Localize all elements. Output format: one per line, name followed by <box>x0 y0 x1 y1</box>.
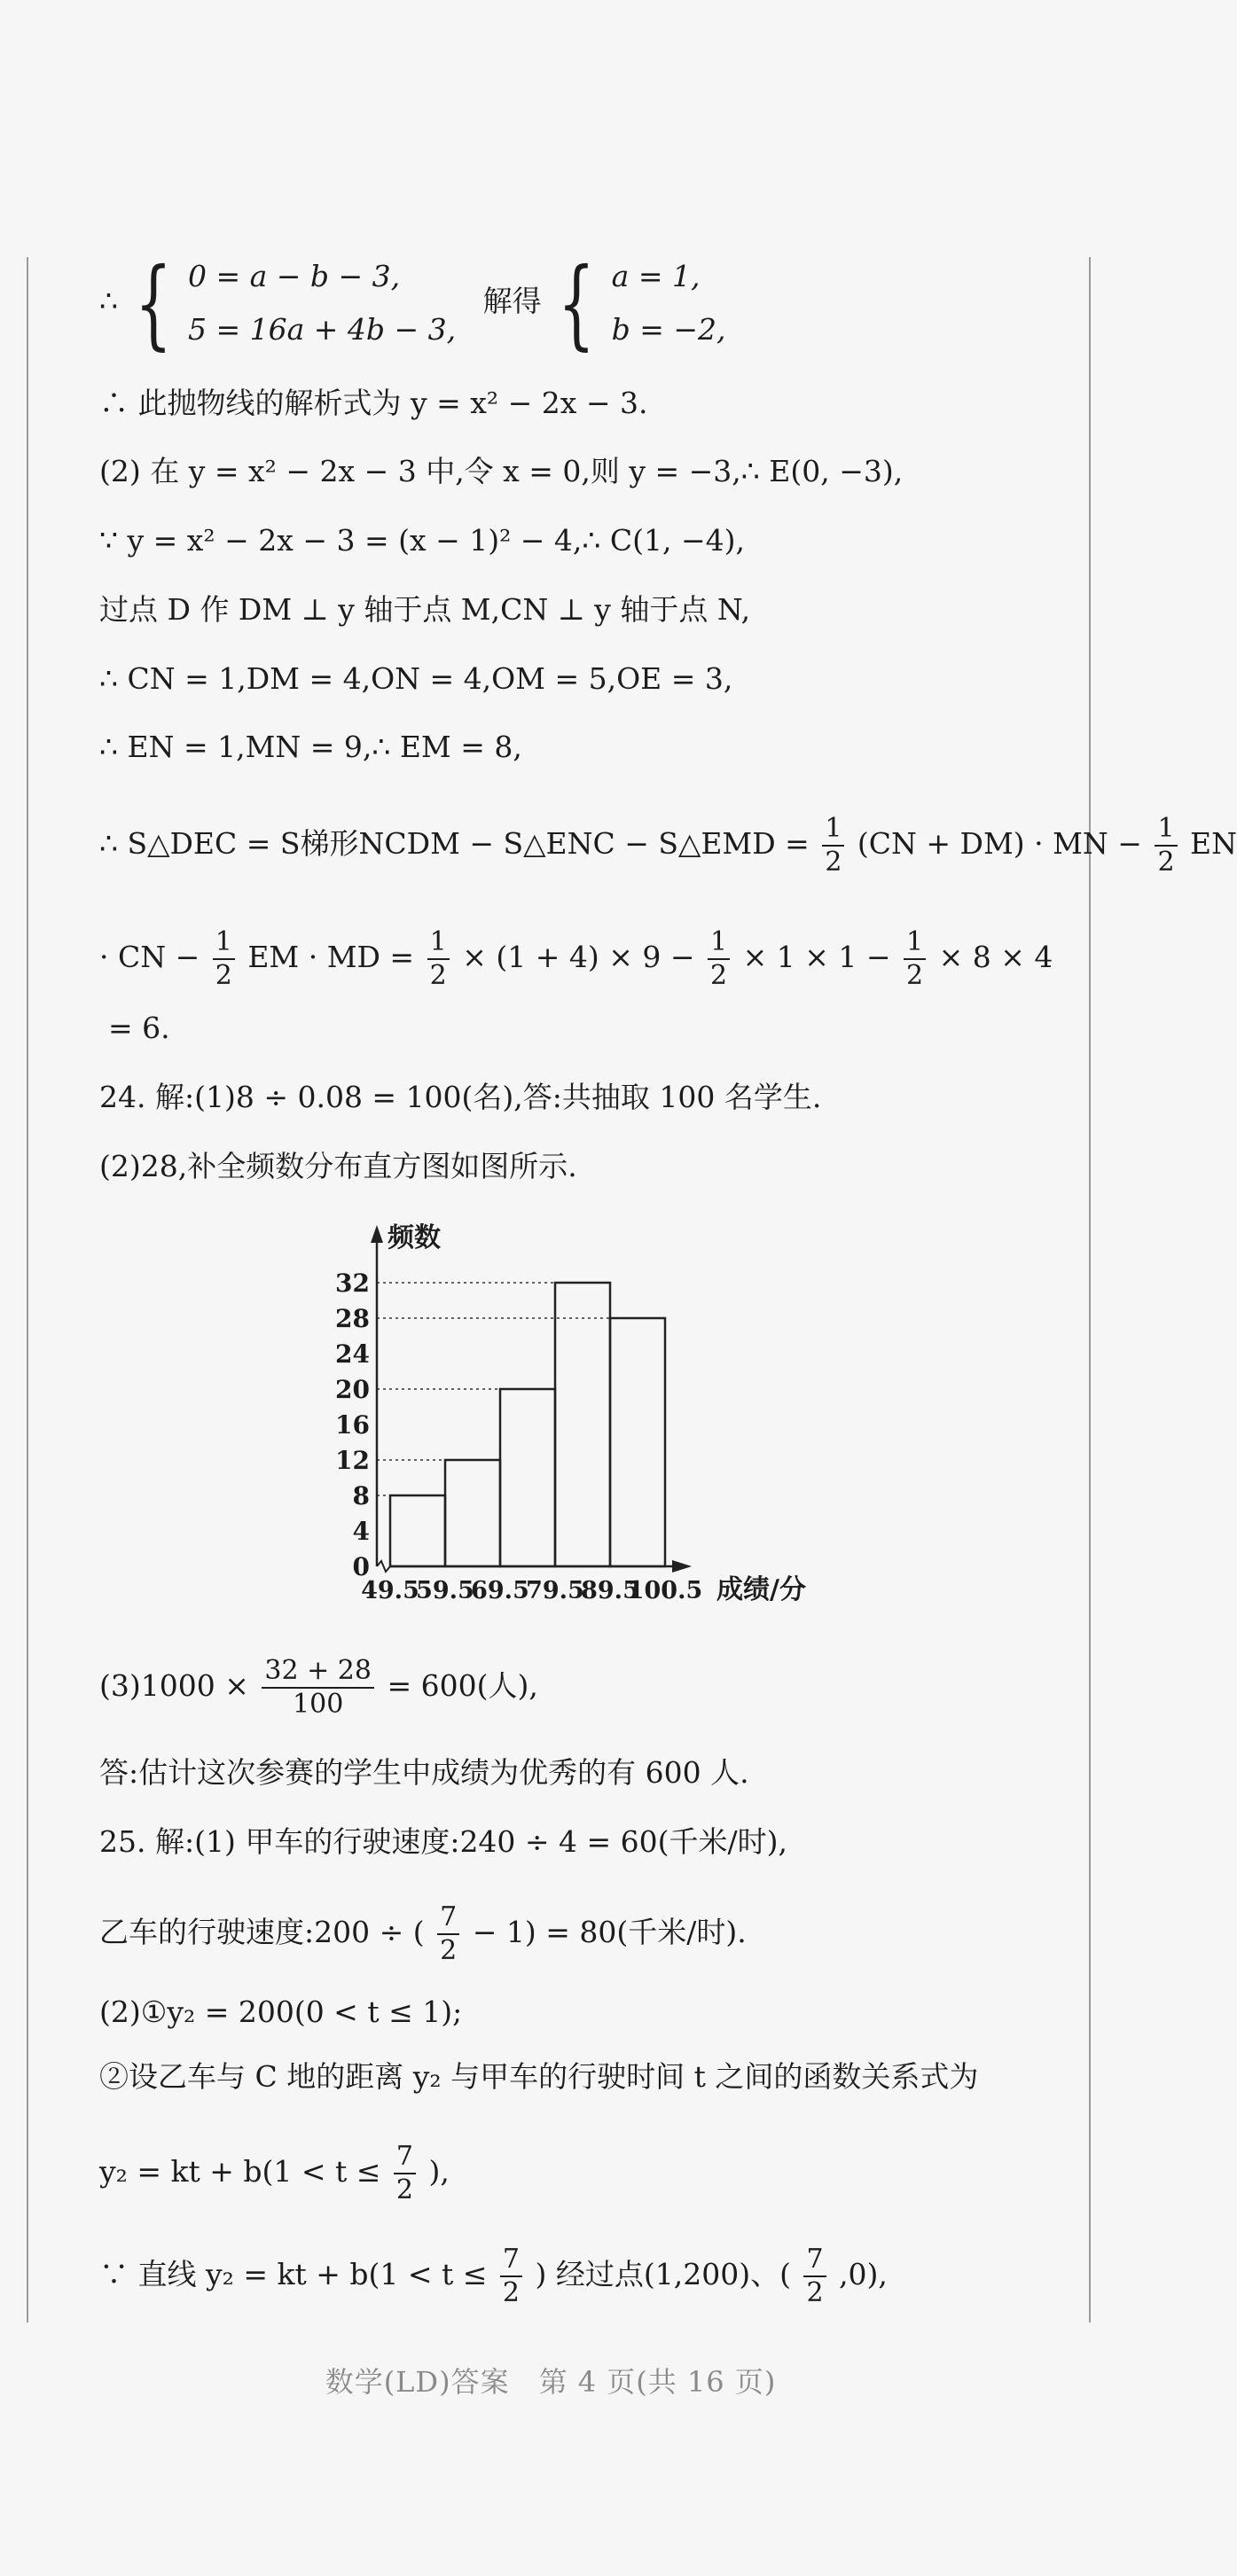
perpendicular-line: 过点 D 作 DM ⊥ y 轴于点 M,CN ⊥ y 轴于点 N, <box>99 592 751 627</box>
car-b-speed-suffix: − 1) = 80(千米/时). <box>472 1915 747 1949</box>
fraction-denominator: 100 <box>293 1689 344 1720</box>
fraction-numerator: 7 <box>500 2244 522 2277</box>
histogram-bar <box>610 1318 665 1566</box>
fraction-numerator: 1 <box>904 926 926 960</box>
histogram-bar <box>555 1283 610 1566</box>
fraction-seven-halves <box>500 2244 522 2309</box>
q25-part1-line: 25. 解:(1) 甲车的行驶速度:240 ÷ 4 = 60(千米/时), <box>99 1824 788 1859</box>
linear-function-line <box>99 2136 450 2207</box>
line-through-points-part-3: ,0), <box>839 2257 888 2291</box>
equation-1: 0 = a − b − 3, <box>188 259 401 293</box>
fraction-numerator: 1 <box>822 813 844 847</box>
area-continuation-part-5: × 8 × 4 <box>938 940 1053 974</box>
x-tick-label: 59.5 <box>416 1577 474 1604</box>
fraction-numerator: 32 + 28 <box>262 1655 374 1689</box>
equation-2: 5 = 16a + 4b − 3, <box>188 312 457 347</box>
point-c-line: ∵ y = x² − 2x − 3 = (x − 1)² − 4,∴ C(1, −4), <box>99 523 746 558</box>
equation-system <box>188 250 456 356</box>
left-border-line <box>27 257 28 2322</box>
x-axis-arrow <box>672 1560 692 1573</box>
fraction-seven-halves <box>437 1901 459 1967</box>
area-formula-continuation <box>99 922 1053 993</box>
left-brace-2: { <box>558 246 596 360</box>
x-tick-label: 89.5 <box>581 1577 639 1604</box>
q24-part2-line: (2)28,补全频数分布直方图如图所示. <box>99 1149 577 1183</box>
area-continuation-part-1: · CN − <box>99 940 200 974</box>
point-e-line: (2) 在 y = x² − 2x − 3 中,令 x = 0,则 y = −3,∴ E(0, −3), <box>99 454 904 488</box>
x-tick-label: 100.5 <box>627 1577 703 1604</box>
y-axis-label: 频数 <box>388 1222 441 1253</box>
y-tick-label: 32 <box>335 1268 370 1298</box>
y-tick-label: 4 <box>352 1517 370 1546</box>
solution-system <box>612 250 726 356</box>
fraction-numerator: 1 <box>708 926 730 960</box>
parabola-expression-line: ∴ 此抛物线的解析式为 y = x² − 2x − 3. <box>99 386 648 420</box>
histogram-bar <box>500 1389 555 1566</box>
y-tick-label: 16 <box>335 1410 370 1440</box>
fraction-denominator: 2 <box>395 2174 414 2205</box>
fraction-numerator: 1 <box>213 926 235 960</box>
q24-part3-line <box>99 1651 538 1721</box>
x-tick-label: 69.5 <box>471 1577 529 1604</box>
area-formula-part-2: (CN + DM) · MN − <box>857 826 1142 861</box>
frequency-histogram <box>301 1216 851 1624</box>
linear-function-suffix: ), <box>428 2154 450 2189</box>
area-continuation-part-4: × 1 × 1 − <box>742 940 891 974</box>
area-formula-part-1: ∴ S△DEC = S梯形NCDM − S△ENC − S△EMD = <box>99 826 810 861</box>
line-through-points-part-1: ∵ 直线 y₂ = kt + b(1 < t ≤ <box>99 2257 488 2291</box>
fraction-denominator: 2 <box>502 2277 520 2308</box>
histogram-bar <box>390 1495 445 1566</box>
line-through-points-part-2: ) 经过点(1,200)、( <box>535 2257 791 2291</box>
fraction-denominator: 2 <box>1157 847 1175 878</box>
page-footer: 数学(LD)答案 第 4 页(共 16 页) <box>325 2365 777 2399</box>
right-border-line <box>1089 257 1091 2322</box>
area-formula-line <box>99 808 1237 879</box>
fraction-excellent-ratio <box>262 1655 374 1721</box>
q24-part1-line: 24. 解:(1)8 ÷ 0.08 = 100(名),答:共抽取 100 名学生. <box>99 1080 822 1114</box>
fraction-half <box>1155 813 1177 878</box>
y-tick-label: 24 <box>335 1339 370 1369</box>
q25-part2-line-1: (2)①y₂ = 200(0 < t ≤ 1); <box>99 1994 463 2029</box>
lengths-line: ∴ CN = 1,DM = 4,ON = 4,OM = 5,OE = 3, <box>99 661 733 696</box>
y-tick-label: 28 <box>335 1304 370 1333</box>
fraction-denominator: 2 <box>709 960 728 991</box>
fraction-denominator: 2 <box>429 960 447 991</box>
fraction-numerator: 7 <box>437 1901 459 1935</box>
fraction-denominator: 2 <box>905 960 924 991</box>
y-axis-arrow <box>371 1225 383 1243</box>
fraction-denominator: 2 <box>440 1935 458 1966</box>
histogram-bar <box>445 1460 500 1566</box>
fraction-denominator: 2 <box>806 2277 824 2308</box>
fraction-half <box>708 926 730 992</box>
fraction-numerator: 1 <box>427 926 450 960</box>
fraction-half <box>213 926 235 992</box>
fraction-half <box>427 926 450 992</box>
solution-2: b = −2, <box>611 312 726 347</box>
fraction-numerator: 1 <box>1155 813 1177 847</box>
equation-system-line <box>99 246 726 360</box>
x-tick-label: 79.5 <box>526 1577 584 1604</box>
therefore-symbol: ∴ <box>99 284 118 318</box>
fraction-numerator: 7 <box>803 2244 826 2277</box>
y-tick-label: 20 <box>335 1375 370 1404</box>
area-result-line: = 6. <box>108 1011 170 1045</box>
left-brace: { <box>134 246 172 360</box>
fraction-half <box>904 926 926 992</box>
car-b-speed-line <box>99 1897 747 1968</box>
fraction-denominator: 2 <box>825 847 842 878</box>
y-tick-label: 8 <box>352 1481 370 1510</box>
line-through-points-line <box>99 2239 888 2310</box>
q24-part3-result: = 600(人), <box>387 1668 538 1703</box>
q24-answer-line: 答:估计这次参赛的学生中成绩为优秀的有 600 人. <box>99 1755 749 1790</box>
area-continuation-part-2: EM · MD = <box>247 940 415 974</box>
lengths-line-2: ∴ EN = 1,MN = 9,∴ EM = 8, <box>99 730 522 764</box>
fraction-denominator: 2 <box>215 960 232 991</box>
q24-part3-prefix: (3)1000 × <box>99 1668 249 1703</box>
car-b-speed-prefix: 乙车的行驶速度:200 ÷ ( <box>99 1915 425 1949</box>
q25-part2-line-2: ②设乙车与 C 地的距离 y₂ 与甲车的行驶时间 t 之间的函数关系式为 <box>99 2059 979 2094</box>
y-tick-label: 0 <box>352 1552 370 1581</box>
solution-1: a = 1, <box>611 259 701 293</box>
y-tick-label: 12 <box>335 1446 370 1475</box>
x-tick-label: 49.5 <box>361 1577 419 1604</box>
area-continuation-part-3: × (1 + 4) × 9 − <box>462 940 695 974</box>
fraction-seven-halves <box>803 2244 826 2309</box>
axis-break-mark <box>377 1561 390 1572</box>
fraction-numerator: 7 <box>394 2141 416 2174</box>
linear-function-prefix: y₂ = kt + b(1 < t ≤ <box>99 2154 381 2189</box>
fraction-seven-halves <box>394 2141 416 2206</box>
area-formula-part-3: EN <box>1190 826 1237 861</box>
solve-label: 解得 <box>482 284 542 318</box>
x-axis-label: 成绩/分 <box>716 1574 806 1605</box>
fraction-half <box>822 813 844 878</box>
